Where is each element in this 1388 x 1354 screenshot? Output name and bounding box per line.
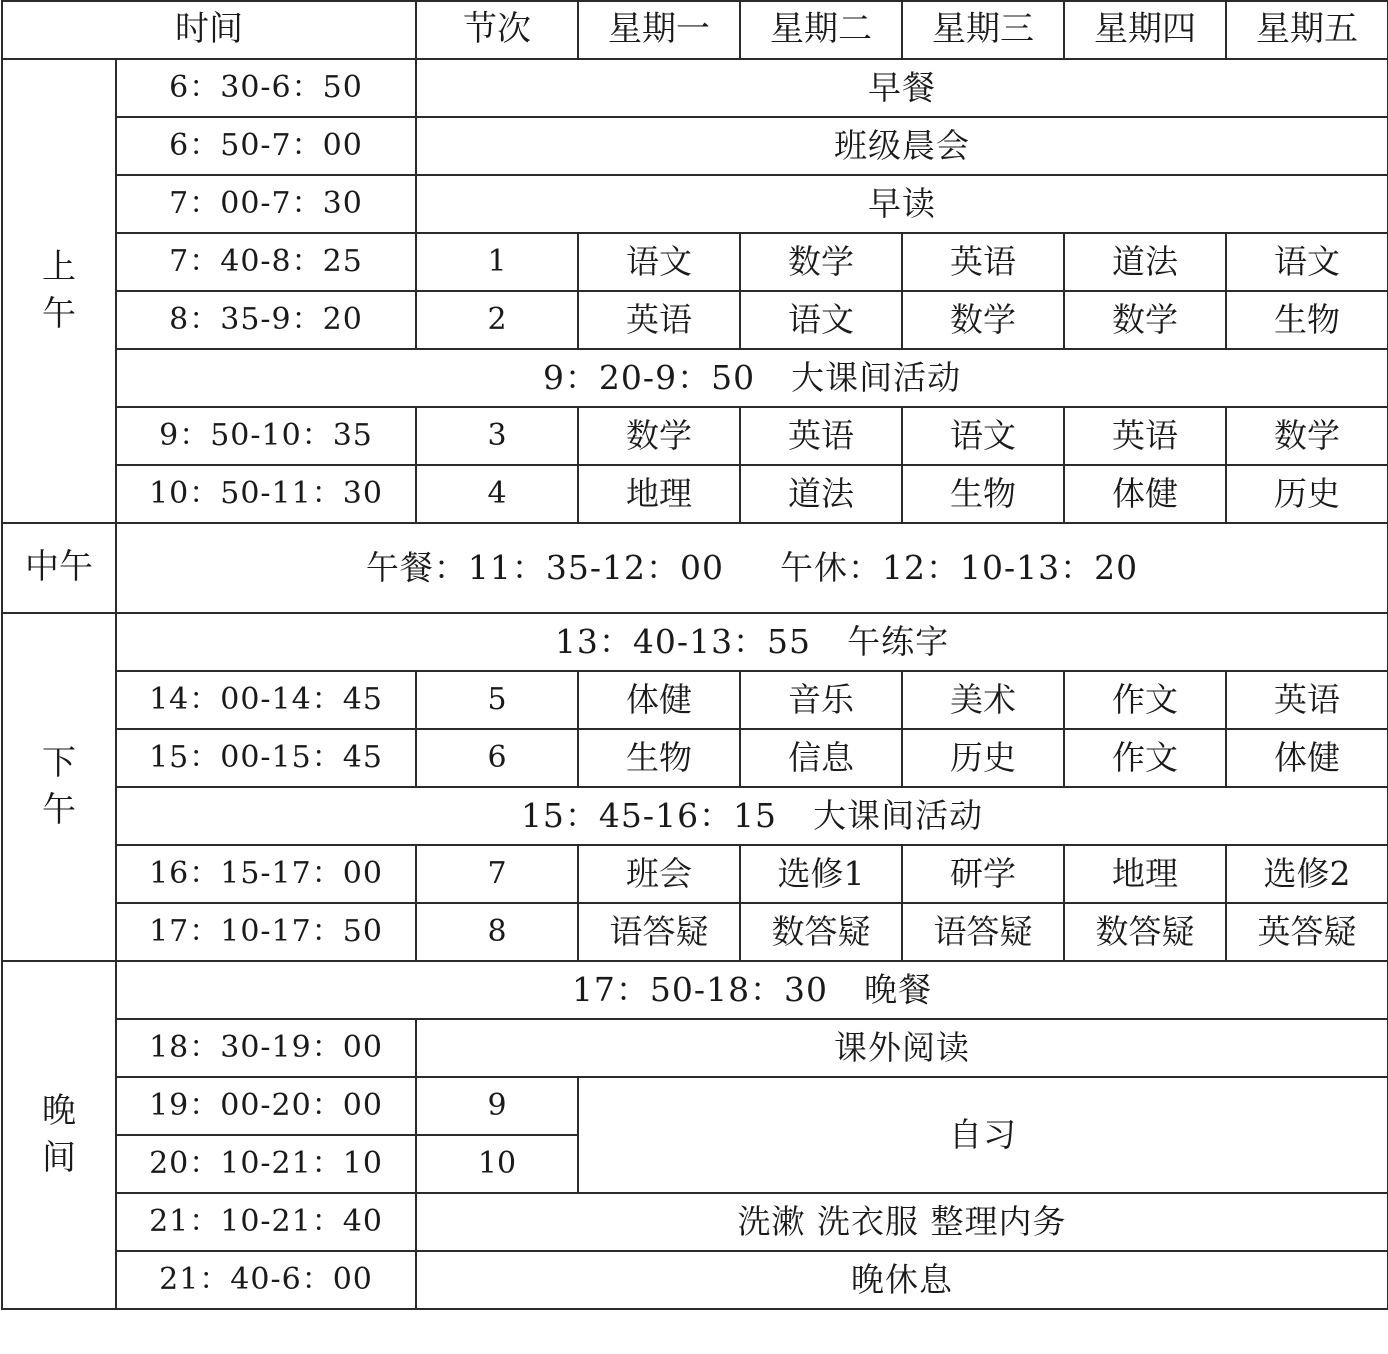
period-number: 8 xyxy=(416,903,578,961)
table-row xyxy=(2,961,1388,1019)
subject-cell: 研学 xyxy=(902,845,1064,903)
period-number: 9 xyxy=(416,1077,578,1135)
subject-cell: 作文 xyxy=(1064,671,1226,729)
table-row xyxy=(2,523,1388,613)
subject-cell: 体健 xyxy=(1226,729,1388,787)
period-number: 4 xyxy=(416,465,578,523)
subject-cell: 数学 xyxy=(902,291,1064,349)
calligraphy-label: 午练字 xyxy=(847,621,950,661)
table-row xyxy=(2,1251,1388,1309)
subject-cell: 语答疑 xyxy=(578,903,740,961)
subject-cell: 数学 xyxy=(1226,407,1388,465)
activity-washing-chores: 洗漱 洗衣服 整理内务 xyxy=(416,1193,1388,1251)
period-noon: 中午 xyxy=(2,523,116,613)
subject-cell: 选修2 xyxy=(1226,845,1388,903)
time-cell: 21：40-6：00 xyxy=(116,1251,416,1309)
nap-time: 午休：12：10-13：20 xyxy=(780,547,1139,587)
time-cell: 9：50-10：35 xyxy=(116,407,416,465)
table-row xyxy=(2,787,1388,845)
subject-cell: 数答疑 xyxy=(740,903,902,961)
table-row xyxy=(2,1077,1388,1135)
header-friday: 星期五 xyxy=(1226,1,1388,59)
subject-cell: 语文 xyxy=(740,291,902,349)
time-cell: 14：00-14：45 xyxy=(116,671,416,729)
subject-cell: 作文 xyxy=(1064,729,1226,787)
subject-cell: 语文 xyxy=(578,233,740,291)
period-evening: 晚 间 xyxy=(2,961,116,1309)
activity-morning-reading: 早读 xyxy=(416,175,1388,233)
table-row xyxy=(2,291,1388,349)
header-period: 节次 xyxy=(416,1,578,59)
break-label: 大课间活动 xyxy=(813,795,984,835)
table-row xyxy=(2,465,1388,523)
period-number: 2 xyxy=(416,291,578,349)
time-cell: 20：10-21：10 xyxy=(116,1135,416,1193)
time-cell: 18：30-19：00 xyxy=(116,1019,416,1077)
activity-big-break-afternoon xyxy=(116,787,1388,845)
time-cell: 21：10-21：40 xyxy=(116,1193,416,1251)
period-number: 6 xyxy=(416,729,578,787)
break-label: 大课间活动 xyxy=(791,357,962,397)
subject-cell: 英语 xyxy=(740,407,902,465)
subject-cell: 道法 xyxy=(1064,233,1226,291)
header-wednesday: 星期三 xyxy=(902,1,1064,59)
table-row xyxy=(2,117,1388,175)
subject-cell: 地理 xyxy=(1064,845,1226,903)
subject-cell: 信息 xyxy=(740,729,902,787)
table-row xyxy=(2,1019,1388,1077)
header-thursday: 星期四 xyxy=(1064,1,1226,59)
activity-morning-meeting: 班级晨会 xyxy=(416,117,1388,175)
period-morning: 上 午 xyxy=(2,59,116,523)
time-cell: 7：00-7：30 xyxy=(116,175,416,233)
time-cell: 10：50-11：30 xyxy=(116,465,416,523)
dinner-time: 17：50-18：30 xyxy=(571,969,829,1009)
activity-calligraphy xyxy=(116,613,1388,671)
subject-cell: 英语 xyxy=(1226,671,1388,729)
subject-cell: 生物 xyxy=(1226,291,1388,349)
table-row xyxy=(2,1193,1388,1251)
table-row xyxy=(2,349,1388,407)
subject-cell: 生物 xyxy=(578,729,740,787)
table-row xyxy=(2,671,1388,729)
header-tuesday: 星期二 xyxy=(740,1,902,59)
subject-cell: 英答疑 xyxy=(1226,903,1388,961)
table-row xyxy=(2,729,1388,787)
time-cell: 15：00-15：45 xyxy=(116,729,416,787)
table-row xyxy=(2,613,1388,671)
time-cell: 7：40-8：25 xyxy=(116,233,416,291)
activity-lunch-nap xyxy=(116,523,1388,613)
activity-breakfast: 早餐 xyxy=(416,59,1388,117)
table-row xyxy=(2,59,1388,117)
subject-cell: 英语 xyxy=(578,291,740,349)
subject-cell: 数答疑 xyxy=(1064,903,1226,961)
subject-cell: 语文 xyxy=(1226,233,1388,291)
subject-cell: 地理 xyxy=(578,465,740,523)
subject-cell: 音乐 xyxy=(740,671,902,729)
subject-cell: 选修1 xyxy=(740,845,902,903)
time-cell: 6：50-7：00 xyxy=(116,117,416,175)
period-afternoon: 下 午 xyxy=(2,613,116,961)
period-number: 3 xyxy=(416,407,578,465)
activity-big-break-morning xyxy=(116,349,1388,407)
subject-cell: 语文 xyxy=(902,407,1064,465)
period-number: 7 xyxy=(416,845,578,903)
activity-extracurricular-reading: 课外阅读 xyxy=(416,1019,1388,1077)
subject-cell: 体健 xyxy=(578,671,740,729)
subject-cell: 生物 xyxy=(902,465,1064,523)
time-cell: 19：00-20：00 xyxy=(116,1077,416,1135)
period-number: 5 xyxy=(416,671,578,729)
subject-cell: 语答疑 xyxy=(902,903,1064,961)
subject-cell: 历史 xyxy=(1226,465,1388,523)
period-number: 10 xyxy=(416,1135,578,1193)
subject-cell: 数学 xyxy=(578,407,740,465)
break-time: 15：45-16：15 xyxy=(520,795,778,835)
activity-self-study: 自习 xyxy=(578,1077,1388,1193)
subject-cell: 历史 xyxy=(902,729,1064,787)
subject-cell: 班会 xyxy=(578,845,740,903)
calligraphy-time: 13：40-13：55 xyxy=(554,621,812,661)
lunch-time: 午餐：11：35-12：00 xyxy=(365,547,724,587)
time-cell: 6：30-6：50 xyxy=(116,59,416,117)
subject-cell: 体健 xyxy=(1064,465,1226,523)
subject-cell: 数学 xyxy=(740,233,902,291)
period-number: 1 xyxy=(416,233,578,291)
header-monday: 星期一 xyxy=(578,1,740,59)
header-time: 时间 xyxy=(2,1,416,59)
subject-cell: 英语 xyxy=(1064,407,1226,465)
subject-cell: 美术 xyxy=(902,671,1064,729)
dinner-label: 晚餐 xyxy=(864,969,933,1009)
header-row xyxy=(2,1,1388,59)
subject-cell: 英语 xyxy=(902,233,1064,291)
subject-cell: 道法 xyxy=(740,465,902,523)
class-schedule-table xyxy=(1,0,1388,1310)
activity-night-rest: 晚休息 xyxy=(416,1251,1388,1309)
subject-cell: 数学 xyxy=(1064,291,1226,349)
table-row xyxy=(2,175,1388,233)
activity-dinner xyxy=(116,961,1388,1019)
table-row xyxy=(2,845,1388,903)
table-row xyxy=(2,407,1388,465)
time-cell: 8：35-9：20 xyxy=(116,291,416,349)
table-row xyxy=(2,903,1388,961)
break-time: 9：20-9：50 xyxy=(542,357,756,397)
table-row xyxy=(2,233,1388,291)
time-cell: 17：10-17：50 xyxy=(116,903,416,961)
time-cell: 16：15-17：00 xyxy=(116,845,416,903)
